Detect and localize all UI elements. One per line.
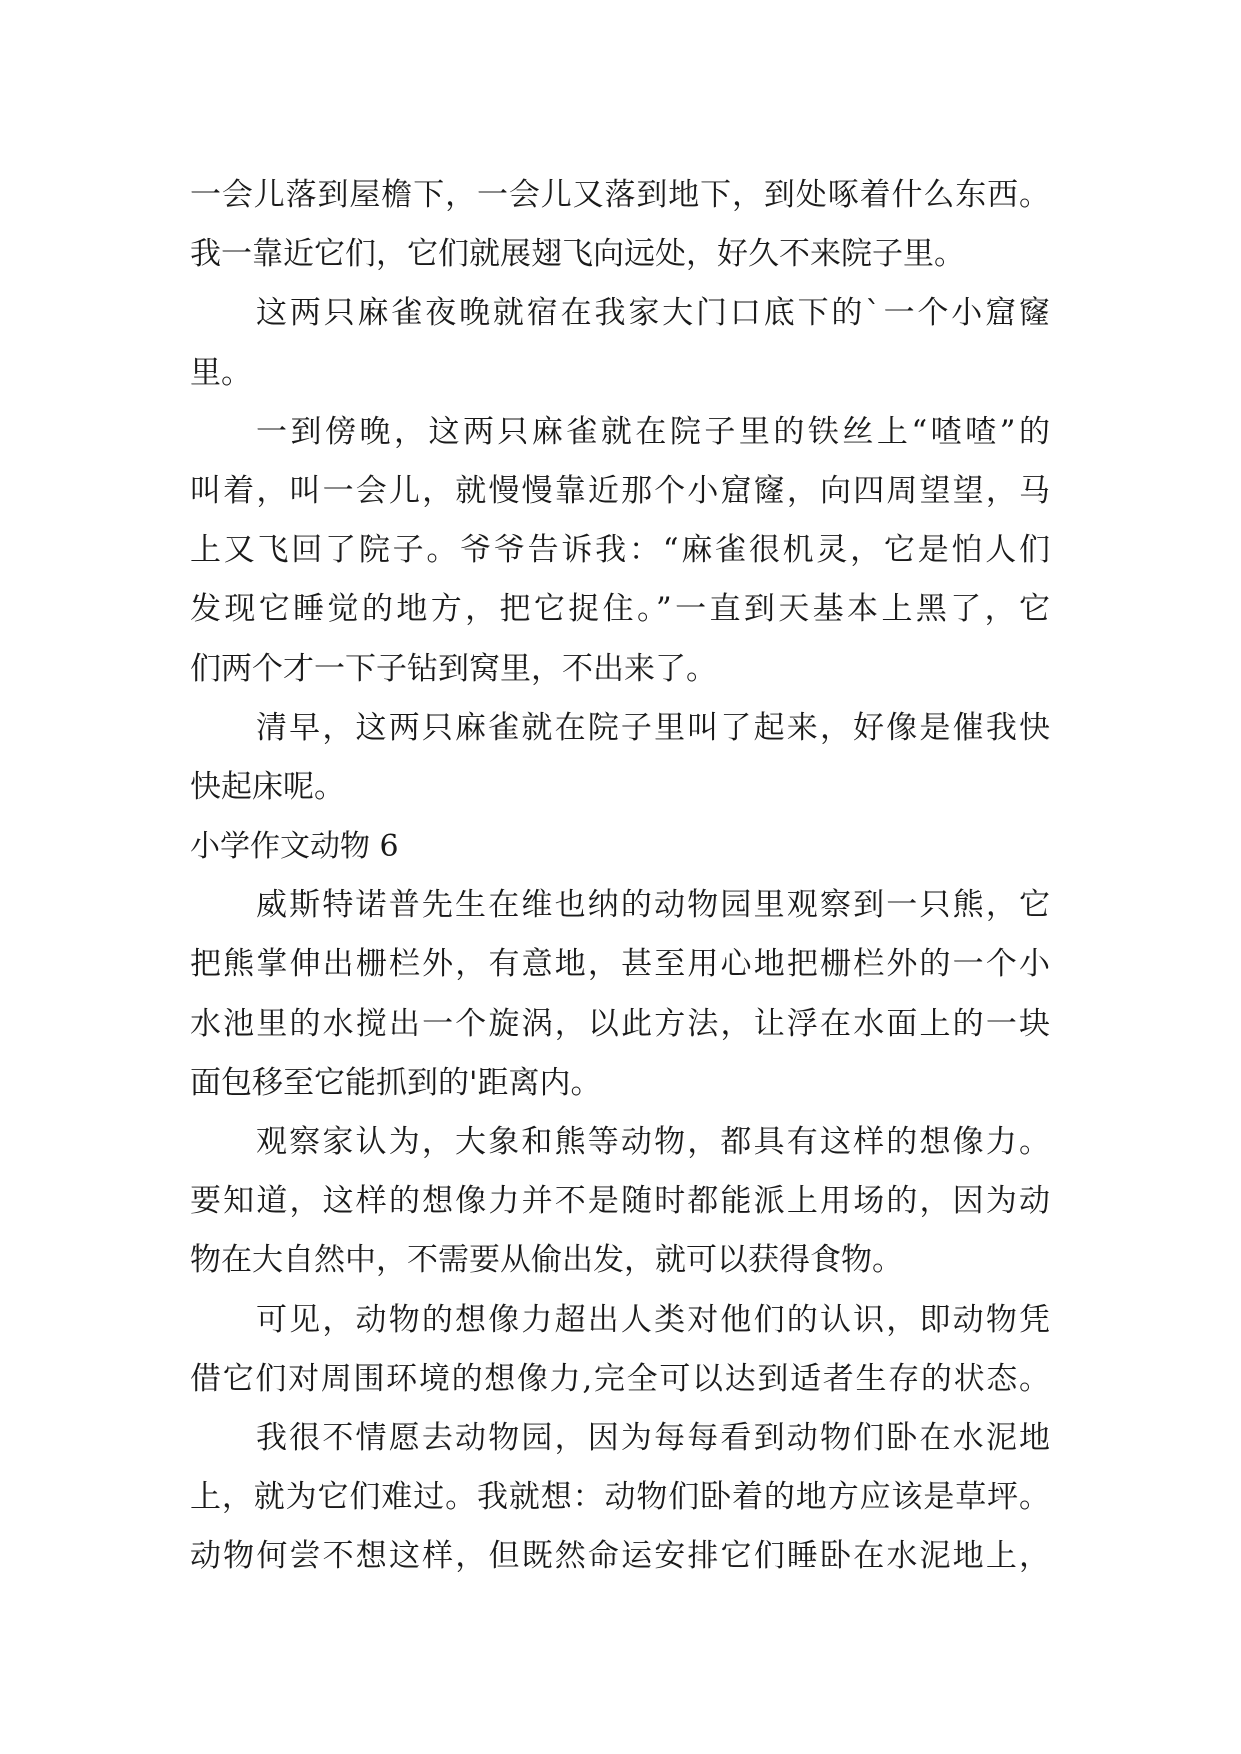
text-line: 把熊掌伸出栅栏外，有意地，甚至用心地把栅栏外的一个小 xyxy=(190,946,1050,983)
text-line: 清早，这两只麻雀就在院子里叫了起来，好像是催我快 xyxy=(256,709,1050,746)
text-line: 可见，动物的想像力超出人类对他们的认识，即动物凭 xyxy=(256,1301,1050,1338)
text-line: 一会儿落到屋檐下，一会儿又落到地下，到处啄着什么东西。 xyxy=(190,177,1050,213)
text-line: 借它们对周围环境的想像力,完全可以达到适者生存的状态。 xyxy=(190,1360,1050,1397)
text-line: 要知道，这样的想像力并不是随时都能派上用场的，因为动 xyxy=(190,1183,1050,1220)
text-line: 水池里的水搅出一个旋涡，以此方法，让浮在水面上的一块 xyxy=(190,1005,1050,1042)
text-line: 上，就为它们难过。我就想：动物们卧着的地方应该是草坪。 xyxy=(190,1479,1050,1516)
text-line: 快起床呢。 xyxy=(190,768,345,805)
text-line: 这两只麻雀夜晚就宿在我家大门口底下的`一个小窟窿 xyxy=(256,295,1050,332)
text-line: 上又飞回了院子。爷爷告诉我：“麻雀很机灵，它是怕人们 xyxy=(190,532,1050,569)
text-line: 动物何尝不想这样，但既然命运安排它们睡卧在水泥地上， xyxy=(190,1538,1050,1575)
text-line: 物在大自然中，不需要从偷出发，就可以获得食物。 xyxy=(190,1242,903,1279)
text-line: 叫着，叫一会儿，就慢慢靠近那个小窟窿，向四周望望，马 xyxy=(190,472,1050,509)
text-line: 我很不情愿去动物园，因为每每看到动物们卧在水泥地 xyxy=(256,1419,1050,1456)
section-heading: 小学作文动物 6 xyxy=(190,829,399,865)
text-line: 一到傍晚，这两只麻雀就在院子里的铁丝上“喳喳”的 xyxy=(256,413,1050,450)
text-line: 观察家认为，大象和熊等动物，都具有这样的想像力。 xyxy=(256,1124,1050,1160)
text-line: 我一靠近它们，它们就展翅飞向远处，好久不来院子里。 xyxy=(190,236,965,273)
document-body xyxy=(190,166,1050,1587)
text-line: 面包移至它能抓到的'距离内。 xyxy=(190,1064,602,1101)
text-line: 威斯特诺普先生在维也纳的动物园里观察到一只熊，它 xyxy=(256,887,1050,924)
text-line: 里。 xyxy=(190,354,252,391)
text-line: 发现它睡觉的地方，把它捉住。”一直到天基本上黑了，它 xyxy=(190,591,1050,628)
text-line: 们两个才一下子钻到窝里，不出来了。 xyxy=(190,650,717,687)
